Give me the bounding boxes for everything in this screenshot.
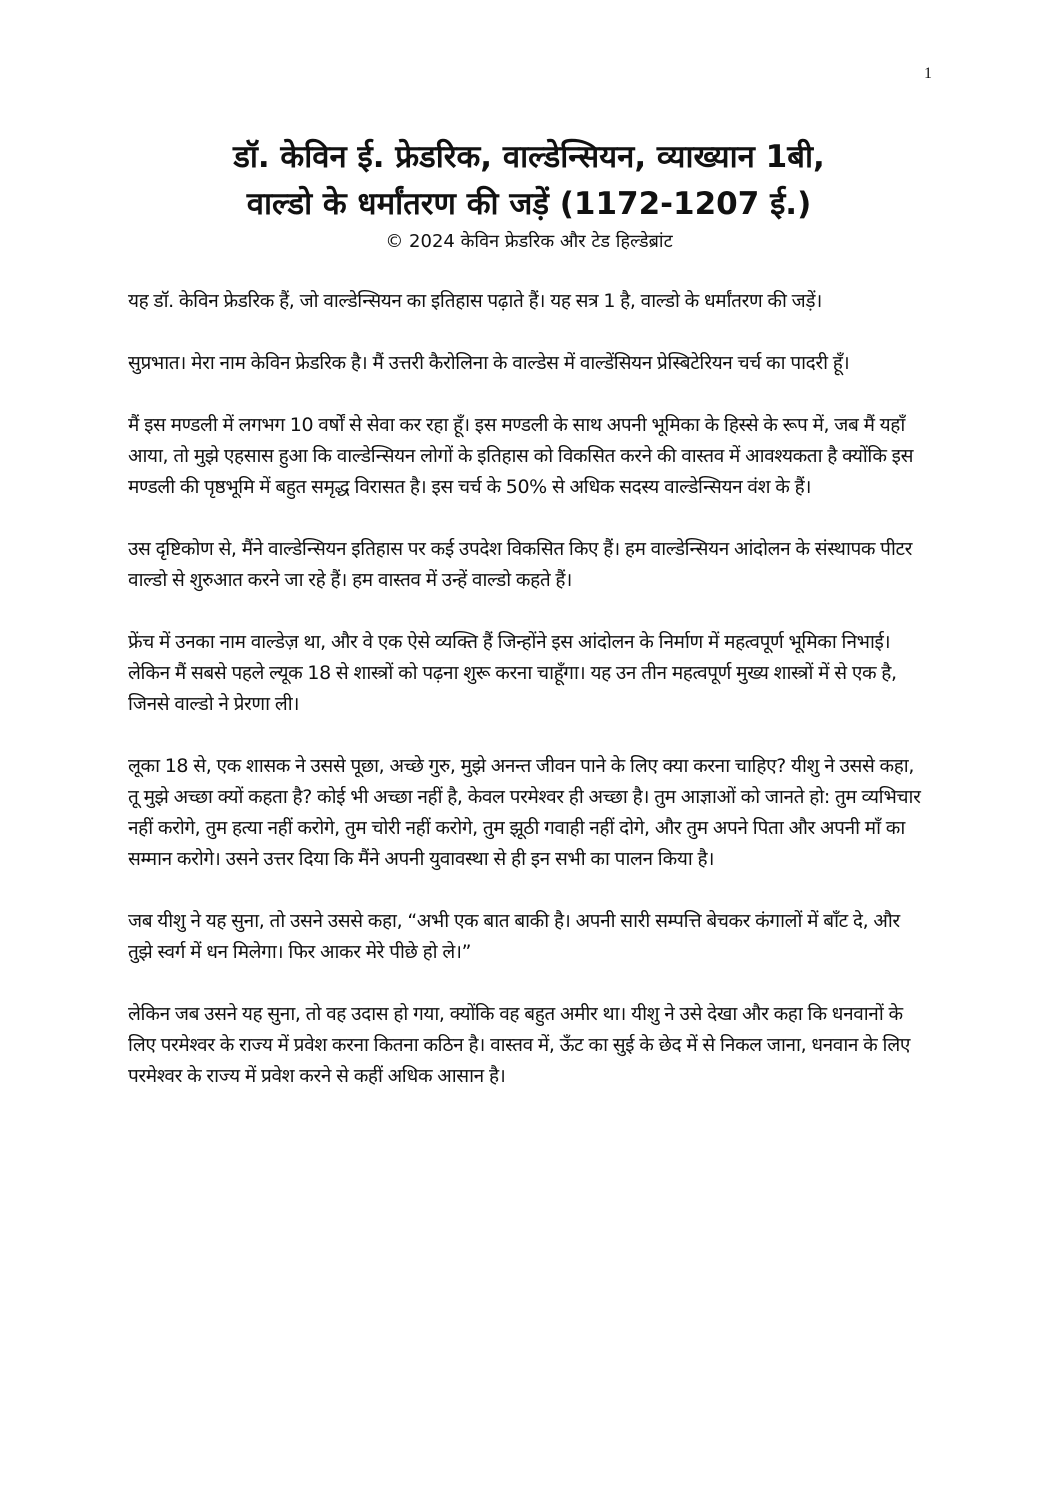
document-title-line-2: वाल्डो के धर्मांतरण की जड़ें (1172-1207 ई.) [246, 186, 812, 222]
title-block [100, 134, 958, 256]
paragraph-congregation: मैं इस मण्डली में लगभग 10 वर्षों से सेवा कर रहा हूँ। इस मण्डली के साथ अपनी भूमिका के हिस्से के रूप में, जब मैं यहाँ आया, तो मुझे एहसास हुआ कि वाल्डेन्सियन लोगों के इतिहास को विकसित करने की वास्तव में आवश्यकता है क्योंकि इस मण्डली की पृष्ठभूमि में बहुत समृद्ध विरासत है। इस चर्च के 50% से अधिक सदस्य वाल्डेन्सियन वंश के हैं। [128, 414, 914, 498]
document-title-line-1: डॉ. केविन ई. फ्रेडरिक, वाल्डेन्सियन, व्याख्यान 1बी, [233, 139, 825, 175]
page-number: 1 [924, 65, 932, 82]
paragraph-jesus-reply: जब यीशु ने यह सुना, तो उसने उससे कहा, “अभी एक बात बाकी है। अपनी सारी सम्पत्ति बेचकर कंगालों में बाँट दे, और तुझे स्वर्ग में धन मिलेगा। फिर आकर मेरे पीछे हो ले।” [128, 910, 900, 963]
paragraph-perspective: उस दृष्टिकोण से, मैंने वाल्डेन्सियन इतिहास पर कई उपदेश विकसित किए हैं। हम वाल्डेन्सियन आंदोलन के संस्थापक पीटर वाल्डो से शुरुआत करने जा रहे हैं। हम वास्तव में उन्हें वाल्डो कहते हैं। [128, 538, 913, 591]
paragraph-waldes-name: फ्रेंच में उनका नाम वाल्डेज़ था, और वे एक ऐसे व्यक्ति हैं जिन्होंने इस आंदोलन के निर्माण में महत्वपूर्ण भूमिका निभाई। लेकिन मैं सबसे पहले ल्यूक 18 से शास्त्रों को पढ़ना शुरू करना चाहूँगा। यह उन तीन महत्वपूर्ण मुख्य शास्त्रों में से एक है, जिनसे वाल्डो ने प्रेरणा ली। [128, 631, 897, 715]
transcript-body [128, 286, 928, 1123]
paragraph-greeting: सुप्रभात। मेरा नाम केविन फ्रेडरिक है। मैं उत्तरी कैरोलिना के वाल्डेस में वाल्डेंसियन प्रेस्बिटेरियन चर्च का पादरी हूँ। [128, 352, 850, 374]
copyright-notice: © 2024 केविन फ्रेडरिक और टेड हिल्डेब्रांट [385, 231, 673, 252]
paragraph-luke-18: लूका 18 से, एक शासक ने उससे पूछा, अच्छे गुरु, मुझे अनन्त जीवन पाने के लिए क्या करना चाहिए? यीशु ने उससे कहा, तू मुझे अच्छा क्यों कहता है? कोई भी अच्छा नहीं है, केवल परमेश्वर ही अच्छा है। तुम आज्ञाओं को जानते हो: तुम व्यभिचार नहीं करोगे, तुम हत्या नहीं करोगे, तुम चोरी नहीं करोगे, तुम झूठी गवाही नहीं दोगे, और तुम अपने पिता और अपनी माँ का सम्मान करोगे। उसने उत्तर दिया कि मैंने अपनी युवावस्था से ही इन सभी का पालन किया है। [128, 755, 921, 870]
paragraph-rich-man: लेकिन जब उसने यह सुना, तो वह उदास हो गया, क्योंकि वह बहुत अमीर था। यीशु ने उसे देखा और कहा कि धनवानों के लिए परमेश्वर के राज्य में प्रवेश करना कितना कठिन है। वास्तव में, ऊँट का सुई के छेद में से निकल जाना, धनवान के लिए परमेश्वर के राज्य में प्रवेश करने से कहीं अधिक आसान है। [128, 1003, 910, 1087]
paragraph-intro: यह डॉ. केविन फ्रेडरिक हैं, जो वाल्डेन्सियन का इतिहास पढ़ाते हैं। यह सत्र 1 है, वाल्डो के धर्मांतरण की जड़ें। [128, 290, 822, 312]
